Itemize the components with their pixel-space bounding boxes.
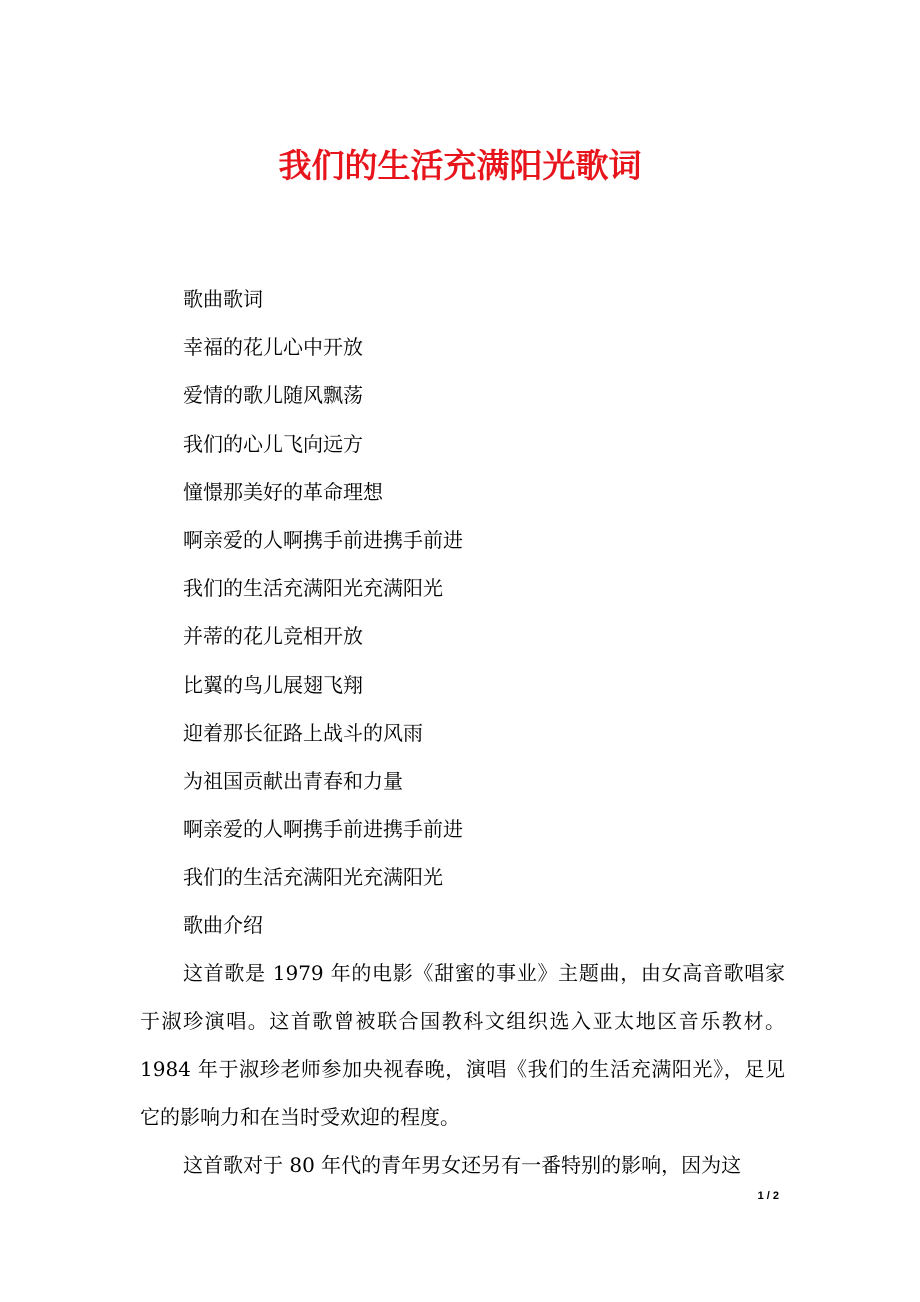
lyric-line: 啊亲爱的人啊携手前进携手前进 [183, 527, 463, 552]
body-paragraph: 这首歌是 1979 年的电影《甜蜜的事业》主题曲，由女高音歌唱家于淑珍演唱。这首歌曾被联合国教科文组织选入亚太地区音乐教材。1984 年于淑珍老师参加央视春晚，演唱《我们的生活充满阳光》，足见它的影响力和在当时受欢迎的程度。 [140, 961, 785, 1129]
lyric-line: 幸福的花儿心中开放 [183, 335, 363, 360]
body-paragraph: 这首歌对于 80 年代的青年男女还另有一番特别的影响，因为这 [183, 1153, 742, 1177]
lyric-line: 啊亲爱的人啊携手前进携手前进 [183, 817, 463, 842]
lyric-line: 比翼的鸟儿展翅飞翔 [183, 672, 363, 697]
lyric-line: 憧憬那美好的革命理想 [183, 479, 383, 504]
lyric-line: 为祖国贡献出青春和力量 [183, 768, 403, 793]
document-title: 我们的生活充满阳光歌词 [278, 146, 642, 185]
page-number: 1 / 2 [757, 1190, 779, 1202]
lyric-line: 爱情的歌儿随风飘荡 [183, 383, 363, 408]
lyric-line: 并蒂的花儿竞相开放 [183, 624, 363, 649]
lyric-line: 我们的生活充满阳光充满阳光 [183, 576, 443, 601]
lyrics-list [183, 275, 463, 950]
section-heading: 歌曲介绍 [183, 913, 263, 938]
lyric-line: 迎着那长征路上战斗的风雨 [183, 720, 423, 745]
lyric-line: 歌曲歌词 [183, 287, 263, 311]
lyric-line: 我们的心儿飞向远方 [183, 431, 363, 456]
lyric-line: 我们的生活充满阳光充满阳光 [183, 865, 443, 890]
